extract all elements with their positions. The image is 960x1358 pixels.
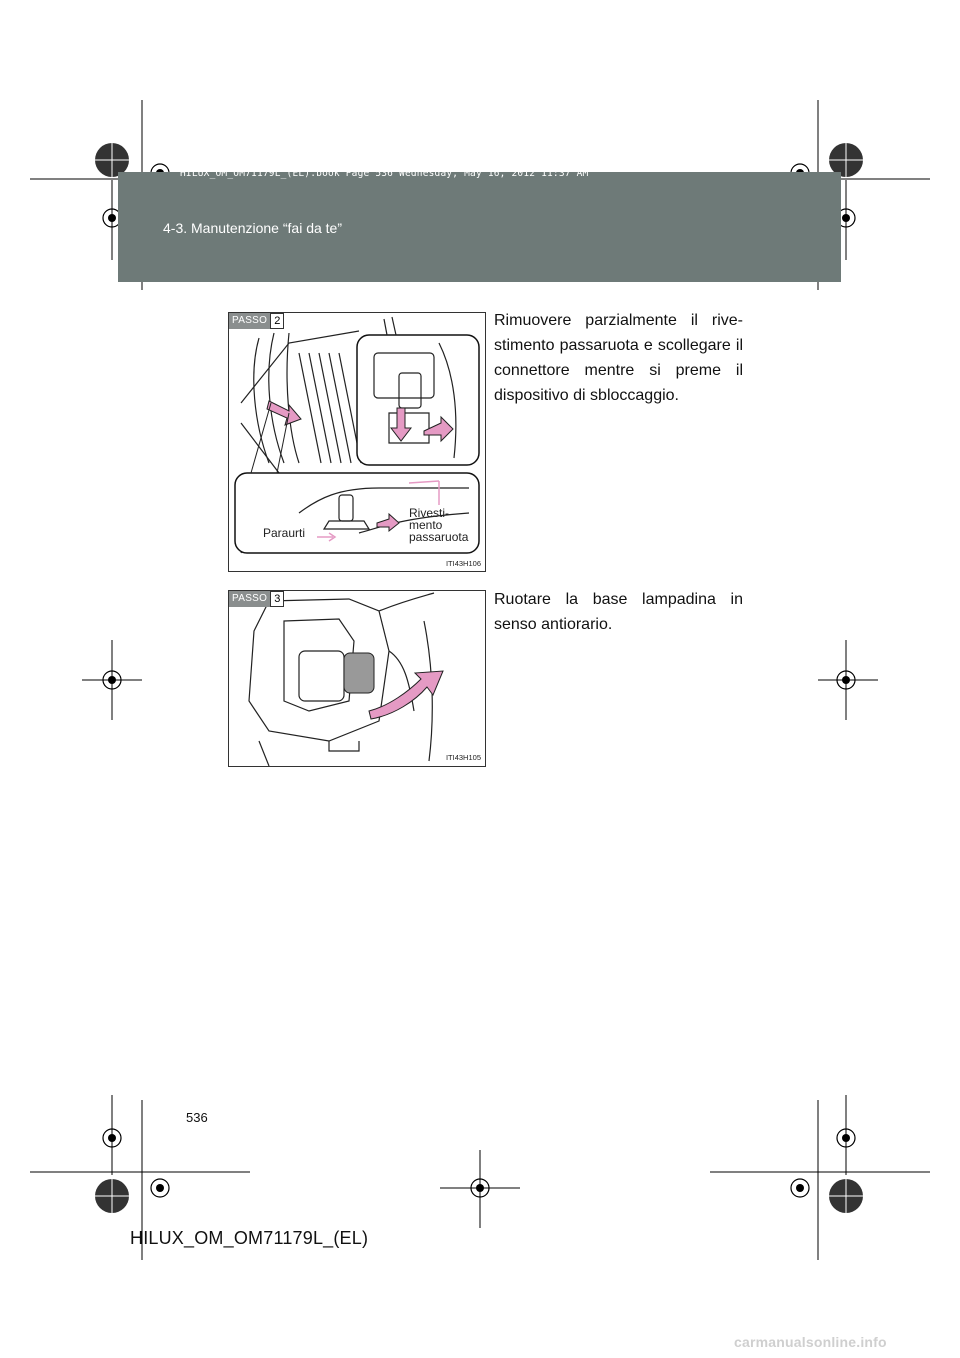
- step-2-figure-code: ITI43H106: [445, 559, 481, 568]
- section-title: 4-3. Manutenzione “fai da te”: [163, 220, 342, 236]
- step-3-instruction: Ruotare la base lampadina in senso antiorario.: [494, 591, 743, 633]
- step-3-figure: [228, 590, 486, 767]
- liner-label-line-2: mento: [409, 518, 443, 532]
- liner-label-line-1: Rivesti-: [409, 506, 450, 520]
- step-3-number: 3: [270, 591, 284, 607]
- document-code: HILUX_OM_OM71179L_(EL): [130, 1228, 369, 1248]
- step-3-tag: PASSO 3: [229, 591, 284, 607]
- liner-label-line-3: passaruota: [409, 530, 469, 544]
- bumper-label: Paraurti: [263, 526, 306, 540]
- watermark: carmanualsonline.info: [734, 1334, 887, 1350]
- step-2-tag: PASSO 2: [229, 313, 284, 329]
- step-2-instruction: Rimuovere parzialmente il rive-stimento passaruota e scollegare il connettore mentre si preme il dispositivo di sbloccaggio.: [494, 312, 743, 404]
- step-2-figure: [228, 312, 486, 572]
- step-2-number: 2: [270, 313, 284, 329]
- file-stamp: HILUX_OM_OM71179L_(EL).book Page 536 Wednesday, May 16, 2012 11:37 AM: [180, 168, 589, 179]
- step-3-illustration: [229, 591, 485, 766]
- step-3-figure-code: ITI43H105: [445, 753, 481, 762]
- page-number: 536: [186, 1110, 208, 1125]
